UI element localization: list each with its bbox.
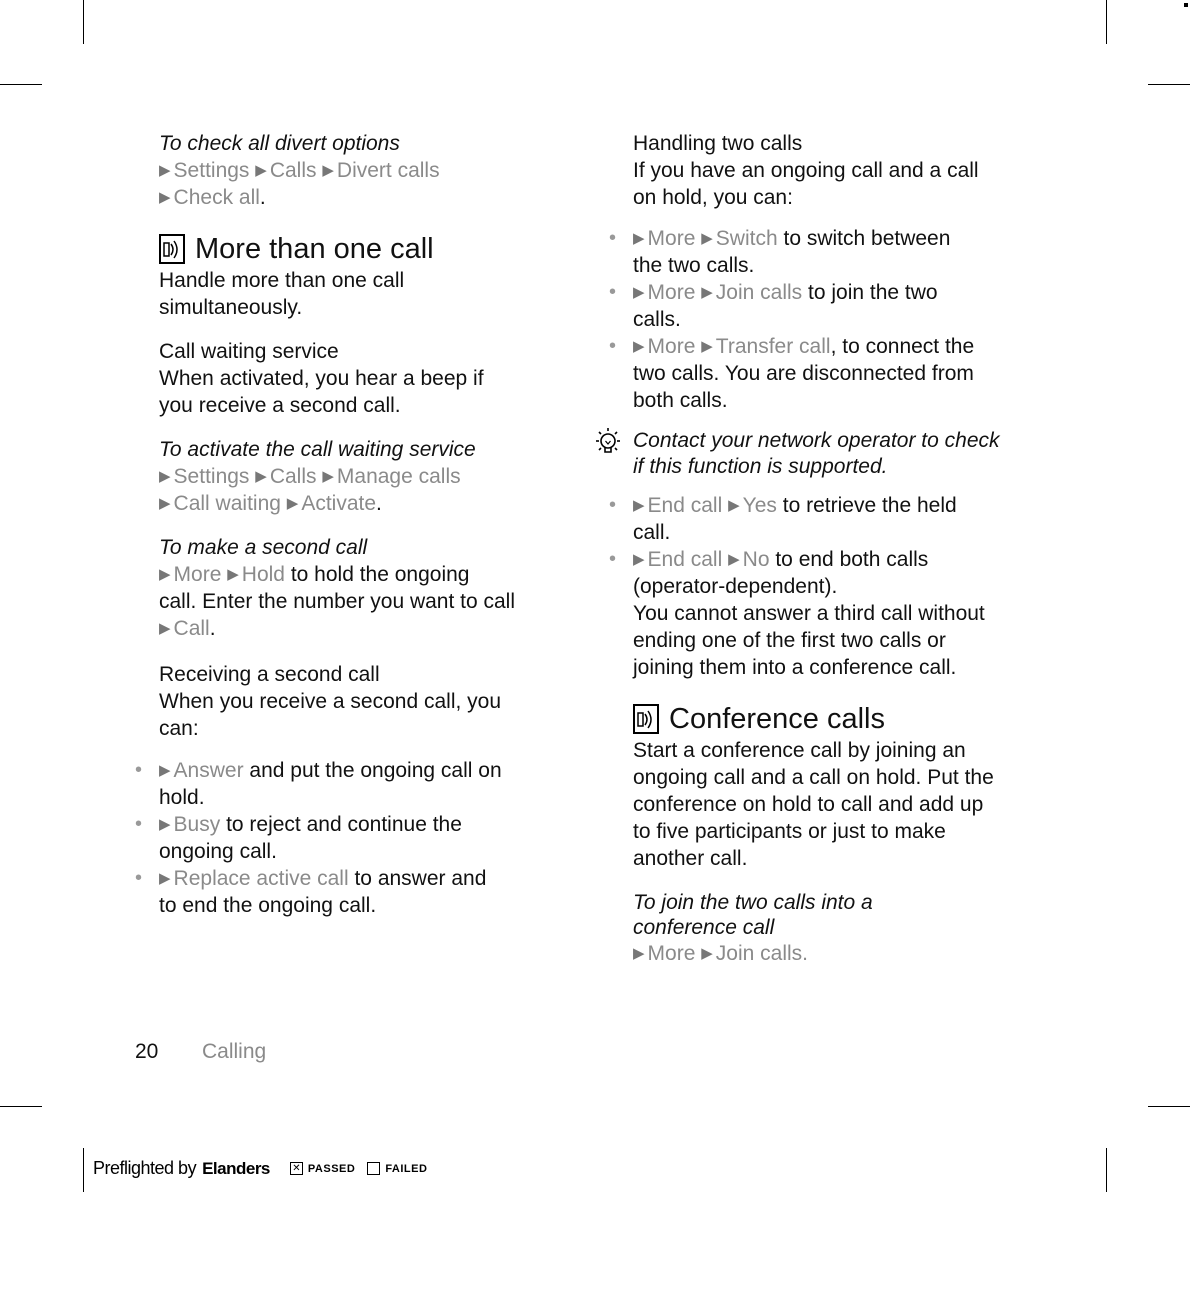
body-text: to end the ongoing call. (159, 894, 377, 917)
call-waiting-text: you receive a second call. (159, 394, 401, 417)
passed-label: PASSED (307, 1162, 356, 1175)
second-call-text: call. Enter the number you want to call (159, 590, 516, 613)
body-text: calls. (633, 308, 681, 331)
triangle-right-icon: ▶ (159, 816, 171, 833)
list-item (633, 279, 1053, 333)
triangle-right-icon: ▶ (322, 162, 334, 179)
triangle-right-icon: ▶ (159, 162, 171, 179)
section-heading-text: More than one call (195, 233, 434, 265)
menu-item[interactable]: Calls (269, 465, 317, 488)
crop-mark (0, 84, 42, 85)
crop-mark (1148, 84, 1190, 85)
triangle-right-icon: ▶ (159, 870, 171, 887)
receiving-title: Receiving a second call (159, 663, 380, 686)
menu-item[interactable]: Call (173, 617, 210, 640)
triangle-right-icon: ▶ (159, 495, 171, 512)
body-text: the two calls. (633, 254, 755, 277)
menu-item[interactable]: Answer (173, 759, 244, 782)
punctuation: . (259, 186, 266, 209)
handling-options (633, 225, 1053, 414)
menu-item[interactable]: End call (647, 494, 723, 517)
punctuation: . (209, 617, 216, 640)
menu-item[interactable]: More (647, 335, 696, 358)
menu-item[interactable]: Replace active call (173, 867, 349, 890)
body-text: , to connect the (830, 335, 975, 358)
triangle-right-icon: ▶ (255, 162, 267, 179)
crop-mark (1106, 1148, 1107, 1192)
menu-item[interactable]: More (647, 942, 696, 965)
body-text: to join the two (802, 281, 938, 304)
checkbox-passed: ✕ (290, 1162, 303, 1175)
crop-mark (1148, 1106, 1190, 1107)
handling-title: Handling two calls (633, 132, 803, 155)
triangle-right-icon: ▶ (633, 945, 645, 962)
menu-item[interactable]: Join calls (715, 281, 803, 304)
handling-text: on hold, you can: (633, 186, 793, 209)
tip-text: Contact your network operator to check (633, 429, 1000, 452)
menu-item[interactable]: Manage calls (336, 465, 461, 488)
menu-item[interactable]: Settings (173, 159, 250, 182)
body-text: ongoing call. (159, 840, 277, 863)
menu-item[interactable]: End call (647, 548, 723, 571)
menu-item[interactable]: No (742, 548, 770, 571)
list-item (159, 811, 579, 865)
page-number: 20 (135, 1040, 159, 1063)
crop-mark (1184, 3, 1188, 7)
body-text: to reject and continue the (220, 813, 462, 836)
triangle-right-icon: ▶ (633, 284, 645, 301)
triangle-right-icon: ▶ (159, 620, 171, 637)
triangle-right-icon: ▶ (633, 497, 645, 514)
body-text: hold. (159, 786, 205, 809)
triangle-right-icon: ▶ (159, 566, 171, 583)
body-text: to retrieve the held (776, 494, 957, 517)
list-item (159, 757, 579, 811)
third-call-text: ending one of the first two calls or (633, 629, 946, 652)
elanders-logo: Elanders (202, 1158, 270, 1178)
triangle-right-icon: ▶ (701, 230, 713, 247)
body-text: two calls. You are disconnected from (633, 362, 974, 385)
right-column (633, 130, 1053, 967)
crop-mark (0, 1106, 42, 1107)
failed-label: FAILED (385, 1162, 428, 1175)
join-conference-title: conference call (633, 916, 775, 939)
list-item (633, 333, 1053, 414)
second-call-title: To make a second call (159, 536, 368, 559)
triangle-right-icon: ▶ (701, 284, 713, 301)
checkbox-failed (367, 1162, 380, 1175)
menu-item[interactable]: Transfer call (715, 335, 831, 358)
menu-item[interactable]: Join calls (715, 942, 803, 965)
menu-item[interactable]: Settings (173, 465, 250, 488)
conference-text: another call. (633, 847, 748, 870)
tip-text: if this function is supported. (633, 455, 888, 478)
activate-waiting-path-1 (159, 463, 579, 490)
list-item (633, 492, 1053, 546)
triangle-right-icon: ▶ (159, 189, 171, 206)
preflight-label: Preflighted by (93, 1158, 197, 1178)
body-text: call. (633, 521, 671, 544)
menu-item[interactable]: More (647, 281, 696, 304)
list-item (159, 865, 579, 919)
more-than-one-call-heading (159, 231, 579, 267)
activate-waiting-title: To activate the call waiting service (159, 438, 476, 461)
menu-item[interactable]: Divert calls (336, 159, 440, 182)
end-call-options (633, 492, 1053, 600)
list-item (633, 546, 1053, 600)
triangle-right-icon: ▶ (322, 468, 334, 485)
network-service-icon (159, 234, 185, 264)
triangle-right-icon: ▶ (633, 338, 645, 355)
menu-item[interactable]: Activate (301, 492, 377, 515)
third-call-text: You cannot answer a third call without (633, 602, 985, 625)
lightbulb-tip-icon (591, 426, 625, 460)
triangle-right-icon: ▶ (701, 338, 713, 355)
body-text: (operator-dependent). (633, 575, 838, 598)
triangle-right-icon: ▶ (701, 945, 713, 962)
punctuation: . (802, 942, 809, 965)
conference-text: ongoing call and a call on hold. Put the (633, 766, 994, 789)
join-conference-title: To join the two calls into a (633, 891, 873, 914)
triangle-right-icon: ▶ (159, 468, 171, 485)
crop-mark (83, 0, 84, 44)
more-than-one-intro: Handle more than one call (159, 269, 405, 292)
call-waiting-text: When activated, you hear a beep if (159, 367, 484, 390)
section-heading-text: Conference calls (669, 703, 885, 735)
preflight-stamp (93, 1158, 439, 1179)
activate-waiting-path-2 (159, 490, 579, 517)
check-divert-title: To check all divert options (159, 132, 400, 155)
punctuation: . (376, 492, 382, 515)
list-item (633, 225, 1053, 279)
body-text: to end both calls (769, 548, 929, 571)
third-call-text: joining them into a conference call. (633, 656, 957, 679)
join-conference-path (633, 940, 1053, 967)
check-divert-path-1 (159, 157, 579, 184)
triangle-right-icon: ▶ (227, 566, 239, 583)
conference-calls-heading (633, 701, 1053, 737)
crop-mark (1106, 0, 1107, 44)
body-text: to answer and (348, 867, 487, 890)
left-column (159, 130, 579, 919)
triangle-right-icon: ▶ (633, 551, 645, 568)
crop-mark (83, 1148, 84, 1192)
body-text: to hold the ongoing (285, 563, 470, 586)
menu-item[interactable]: Switch (715, 227, 778, 250)
network-service-icon (633, 704, 659, 734)
handling-text: If you have an ongoing call and a call (633, 159, 979, 182)
second-call-line (159, 561, 579, 588)
triangle-right-icon: ▶ (286, 495, 299, 512)
body-text: and put the ongoing call on (243, 759, 502, 782)
call-waiting-title: Call waiting service (159, 340, 339, 363)
menu-item[interactable]: Hold (241, 563, 285, 586)
menu-item[interactable]: Calls (269, 159, 317, 182)
triangle-right-icon: ▶ (633, 230, 645, 247)
second-call-line (159, 615, 579, 642)
conference-text: to five participants or just to make (633, 820, 946, 843)
section-name: Calling (202, 1040, 267, 1063)
conference-text: conference on hold to call and add up (633, 793, 984, 816)
triangle-right-icon: ▶ (255, 468, 267, 485)
triangle-right-icon: ▶ (728, 551, 740, 568)
triangle-right-icon: ▶ (728, 497, 740, 514)
triangle-right-icon: ▶ (159, 762, 171, 779)
more-than-one-intro: simultaneously. (159, 296, 303, 319)
menu-item[interactable]: Busy (173, 813, 221, 836)
receiving-options (159, 757, 579, 919)
receiving-text: When you receive a second call, you (159, 690, 502, 713)
menu-item[interactable]: More (647, 227, 696, 250)
menu-item[interactable]: Check all (173, 186, 260, 209)
menu-item[interactable]: Call waiting (173, 492, 281, 515)
conference-text: Start a conference call by joining an (633, 739, 966, 762)
body-text: both calls. (633, 389, 728, 412)
receiving-text: can: (159, 717, 199, 740)
menu-item[interactable]: Yes (742, 494, 777, 517)
menu-item[interactable]: More (173, 563, 222, 586)
tip-note (633, 428, 1053, 480)
body-text: to switch between (777, 227, 951, 250)
check-divert-path-2 (159, 184, 579, 211)
page-footer (135, 1040, 266, 1064)
